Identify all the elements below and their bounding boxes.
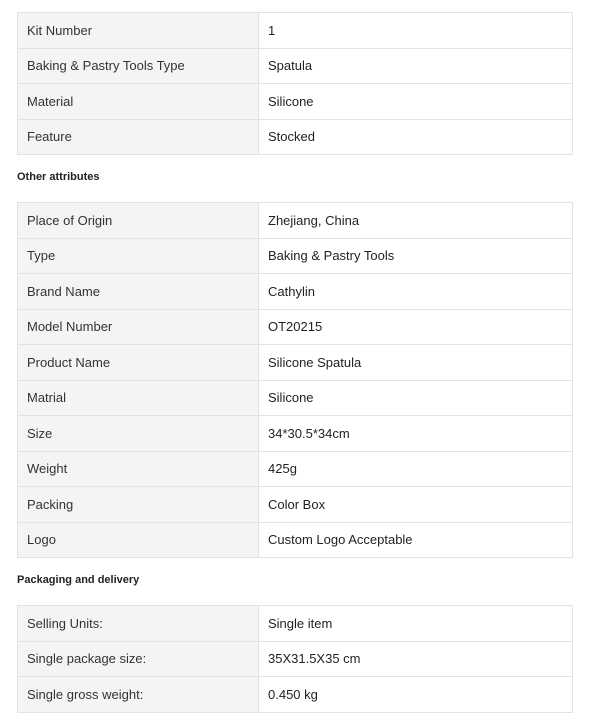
attribute-value: Color Box (259, 487, 573, 523)
table-row (18, 13, 573, 49)
attribute-label: Feature (18, 119, 259, 155)
attribute-value: Silicone (259, 380, 573, 416)
attribute-label: Size (18, 416, 259, 452)
table-row (18, 203, 573, 239)
attribute-value: 34*30.5*34cm (259, 416, 573, 452)
attribute-label: Single gross weight: (18, 677, 259, 713)
attribute-label: Product Name (18, 345, 259, 381)
attribute-value: Cathylin (259, 274, 573, 310)
attribute-label: Logo (18, 522, 259, 558)
table-row (18, 677, 573, 713)
attribute-value: Single item (259, 606, 573, 642)
table-row (18, 487, 573, 523)
key-attributes-table (17, 12, 573, 155)
attribute-label: Single package size: (18, 641, 259, 677)
attribute-value: 1 (259, 13, 573, 49)
attribute-label: Material (18, 84, 259, 120)
attribute-label: Place of Origin (18, 203, 259, 239)
attribute-value: 0.450 kg (259, 677, 573, 713)
attribute-label: Kit Number (18, 13, 259, 49)
table-row (18, 606, 573, 642)
table-row (18, 48, 573, 84)
attribute-value: Stocked (259, 119, 573, 155)
attribute-value: Silicone Spatula (259, 345, 573, 381)
attribute-label: Baking & Pastry Tools Type (18, 48, 259, 84)
attribute-label: Brand Name (18, 274, 259, 310)
table-row (18, 309, 573, 345)
attribute-value: Custom Logo Acceptable (259, 522, 573, 558)
attribute-label: Weight (18, 451, 259, 487)
table-row (18, 274, 573, 310)
other-attributes-heading: Other attributes (17, 171, 100, 183)
attribute-label: Type (18, 238, 259, 274)
table-row (18, 641, 573, 677)
table-row (18, 84, 573, 120)
attribute-label: Packing (18, 487, 259, 523)
table-row (18, 380, 573, 416)
attribute-value: Baking & Pastry Tools (259, 238, 573, 274)
table-row (18, 119, 573, 155)
attribute-value: Zhejiang, China (259, 203, 573, 239)
table-row (18, 416, 573, 452)
attribute-value: OT20215 (259, 309, 573, 345)
attribute-value: 35X31.5X35 cm (259, 641, 573, 677)
packaging-delivery-table (17, 605, 573, 713)
table-row (18, 238, 573, 274)
table-row (18, 345, 573, 381)
attribute-label: Model Number (18, 309, 259, 345)
other-attributes-table (17, 202, 573, 558)
product-attributes-panel (17, 12, 573, 713)
attribute-value: Spatula (259, 48, 573, 84)
attribute-label: Matrial (18, 380, 259, 416)
attribute-label: Selling Units: (18, 606, 259, 642)
table-row (18, 522, 573, 558)
attribute-value: Silicone (259, 84, 573, 120)
attribute-value: 425g (259, 451, 573, 487)
table-row (18, 451, 573, 487)
packaging-delivery-heading: Packaging and delivery (17, 574, 140, 586)
